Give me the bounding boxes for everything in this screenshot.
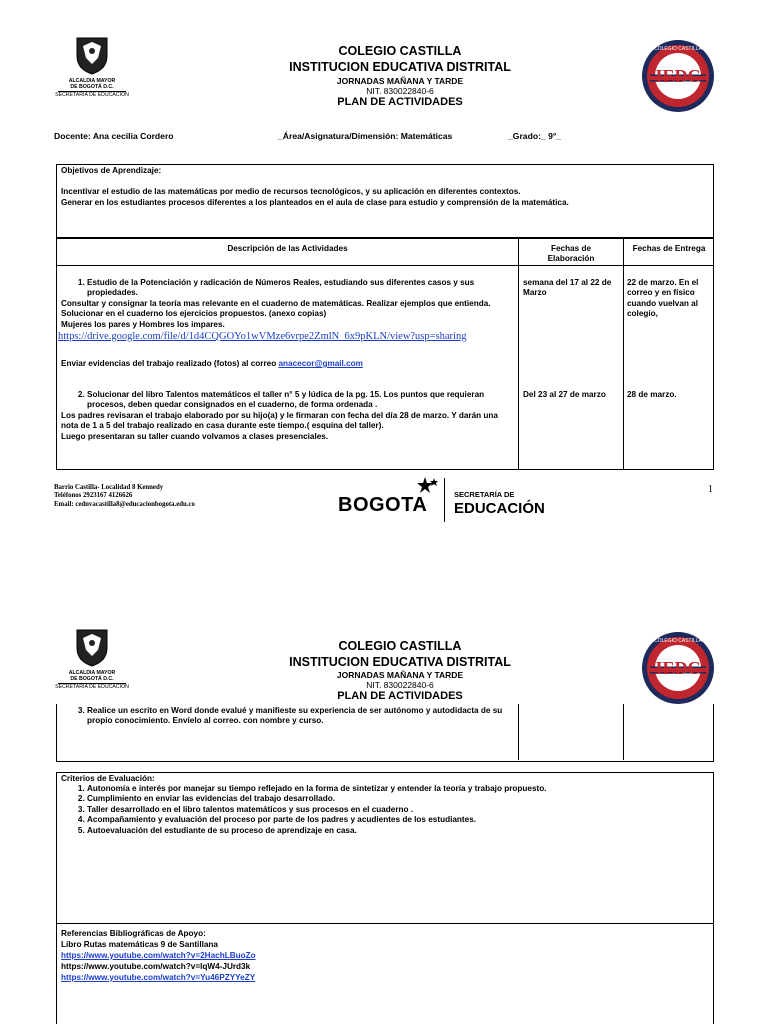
activity-1-delivery: 22 de marzo. En el correo y en físico cuando vuelvan al colegio, <box>627 278 699 319</box>
alcaldia-line1: ALCALDIA MAYOR <box>68 670 116 676</box>
crest-letters: IEDC <box>655 66 701 86</box>
objective-2: Generar en los estudiantes procesos diferentes a los planteados en el aula de clase para estudio y comprensión de la matemática. <box>61 198 569 207</box>
grado-label: _Grado:_ 9°_ <box>508 131 562 141</box>
activity-1 <box>58 278 513 369</box>
footer-line1: Barrio Castilla- Localidad 8 Kennedy <box>54 484 164 491</box>
footer-address <box>54 484 195 509</box>
objective-1: Incentivar el estudio de las matemáticas por medio de recursos tecnológicos, y su aplicación en diferentes contextos. <box>61 187 521 196</box>
stars-icon <box>412 476 438 498</box>
alcaldia-emblem-2 <box>52 628 132 694</box>
school-crest-icon <box>640 630 716 706</box>
activity-1-link[interactable]: https://drive.google.com/file/d/1d4CQGOYo1wVMze6vrpe2ZmlN_6x9pKLN/view?usp=sharing <box>58 331 467 343</box>
page-number: 1 <box>708 484 713 495</box>
secretaria-label: SECRETARÍA DE <box>454 490 515 499</box>
institution-name: INSTITUCION EDUCATIVA DISTRITAL <box>289 655 511 669</box>
activity-2-text2: Luego presentaran su taller cuando volvamos a clases presenciales. <box>61 431 329 441</box>
activity-1-text3: Mujeres los pares y Hombres los impares. <box>61 319 225 329</box>
ref-link-3[interactable]: https://www.youtube.com/watch?v=Yu46PZYYeZY <box>61 973 256 982</box>
alcaldia-emblem <box>52 36 132 102</box>
activity-1-item: 1. Estudio de la Potenciación y radicación de Números Reales, estudiando sus diferentes casos y sus propiedades. <box>87 278 513 299</box>
educacion-label: EDUCACIÓN <box>454 500 545 517</box>
docente-label: Docente: Ana cecilia Cordero <box>54 131 174 141</box>
activity-2-text1: Los padres revisaran el trabajo elaborado por su hijo(a) y le firmaran con fecha del día 28 de marzo. Y darán una nota de 1 a 5 del trabajo realizado en casa durante este tiempo.( esquina del taller). <box>61 410 498 431</box>
alcaldia-line3: SECRETARIA DE EDUCACION <box>55 92 129 98</box>
criterion-3: 3. Taller desarrollado en el libro talentos matemáticos y sus procesos en el cuaderno . <box>87 805 711 815</box>
footer-line3: Email: cednvacastilla8@educacionbogota.edu.co <box>54 500 195 508</box>
bogota-wordmark: BOGOTA <box>338 494 428 516</box>
footer-line2: Teléfonos 2923167 4126626 <box>54 492 133 500</box>
ref-link-1[interactable]: https://www.youtube.com/watch?v=2HachLBuoZo <box>61 951 256 960</box>
col-delivery: Fechas de Entrega <box>632 244 706 253</box>
crest-letters: IEDC <box>655 658 701 678</box>
activities-table <box>56 238 714 470</box>
plan-title: PLAN DE ACTIVIDADES <box>337 690 463 702</box>
criterion-2: 2. Cumplimiento en enviar las evidencias del trabajo desarrollado. <box>87 794 711 804</box>
shifts: JORNADAS MAÑANA Y TARDE <box>336 76 464 86</box>
activity-2-item: 2. Solucionar del libro Talentos matemáticos el taller n° 5 y lúdica de la pg. 15. Los puntos que requieran procesos, deben quedar consignados en el cuaderno, de forma ordenada . <box>87 390 513 411</box>
ref-link-2[interactable]: https://www.youtube.com/watch?v=lqW4-JUrd3k <box>61 962 251 971</box>
school-crest-icon <box>640 38 716 114</box>
alcaldia-line2: DE BOGOTÁ D.C. <box>70 676 114 682</box>
activity-1-text1: Consultar y consignar la teoría mas relevante en el cuaderno de matemáticas. Realizar ejemplos que entienda. <box>61 298 491 308</box>
crest-ring-text: COLEGIO CASTILLA <box>654 638 702 644</box>
institution-name: INSTITUCION EDUCATIVA DISTRITAL <box>289 60 511 74</box>
page-gap <box>0 540 768 620</box>
criterion-1: 1. Autonomía e interés por manejar su tiempo reflejado en la forma de sintetizar y entender la teoría y trabajo propuesto. <box>87 784 711 794</box>
objectives-box <box>56 164 714 238</box>
objectives-title: Objetivos de Aprendizaje: <box>61 166 162 175</box>
activity-2-delivery: 28 de marzo. <box>627 390 677 399</box>
refs-title: Referencias Bibliográficas de Apoyo: <box>61 929 206 938</box>
alcaldia-line3: SECRETARIA DE EDUCACION <box>55 684 129 690</box>
area-label: _Área/Asignatura/Dimensión: Matemáticas <box>278 131 453 141</box>
criterion-4: 4. Acompañamiento y evaluación del proceso por parte de los padres y acudientes de los estudiantes. <box>87 815 711 825</box>
activity-3-item: 3. Realice un escrito en Word donde evalué y manifieste su experiencia de ser autónomo y autodidacta de su propio conocimiento. Envíelo al correo. con nombre y curso. <box>87 706 513 727</box>
activity-3-row <box>56 704 714 762</box>
nit: NIT. 830022840-6 <box>366 680 434 690</box>
alcaldia-line2: DE BOGOTÁ D.C. <box>70 84 114 90</box>
activity-1-email-line: Enviar evidencias del trabajo realizado (fotos) al correo anacecor@gmail.com <box>61 359 363 369</box>
bogota-shield-icon <box>74 628 110 668</box>
criterion-5: 5. Autoevaluación del estudiante de su proceso de aprendizaje en casa. <box>87 826 711 836</box>
email-link[interactable]: anacecor@gmail.com <box>278 359 363 369</box>
activity-2 <box>61 390 513 442</box>
col-elaboration: Fechas de Elaboración <box>547 244 595 264</box>
bogota-logo <box>338 476 545 524</box>
refs-book: Libro Rutas matemáticas 9 de Santillana <box>61 940 218 949</box>
shifts: JORNADAS MAÑANA Y TARDE <box>336 670 464 680</box>
activity-2-date: Del 23 al 27 de marzo <box>523 390 606 399</box>
criteria-list <box>61 784 711 836</box>
activity-1-date: semana del 17 al 22 de Marzo <box>523 278 612 298</box>
criteria-title: Criterios de Evaluación: <box>61 774 155 783</box>
col-description: Descripción de las Actividades <box>227 244 348 253</box>
activity-3 <box>61 706 513 727</box>
school-name: COLEGIO CASTILLA <box>338 44 462 58</box>
school-name: COLEGIO CASTILLA <box>338 639 462 653</box>
bogota-shield-icon <box>74 36 110 76</box>
crest-ring-text: COLEGIO CASTILLA <box>654 46 702 52</box>
alcaldia-line1: ALCALDIA MAYOR <box>68 78 116 84</box>
nit: NIT. 830022840-6 <box>366 86 434 96</box>
page-2 <box>0 620 768 1024</box>
plan-title: PLAN DE ACTIVIDADES <box>337 96 463 108</box>
criteria-box <box>56 772 714 1024</box>
activity-1-text2: Solucionar en el cuaderno los ejercicios propuestos. (anexo copias) <box>61 309 327 319</box>
